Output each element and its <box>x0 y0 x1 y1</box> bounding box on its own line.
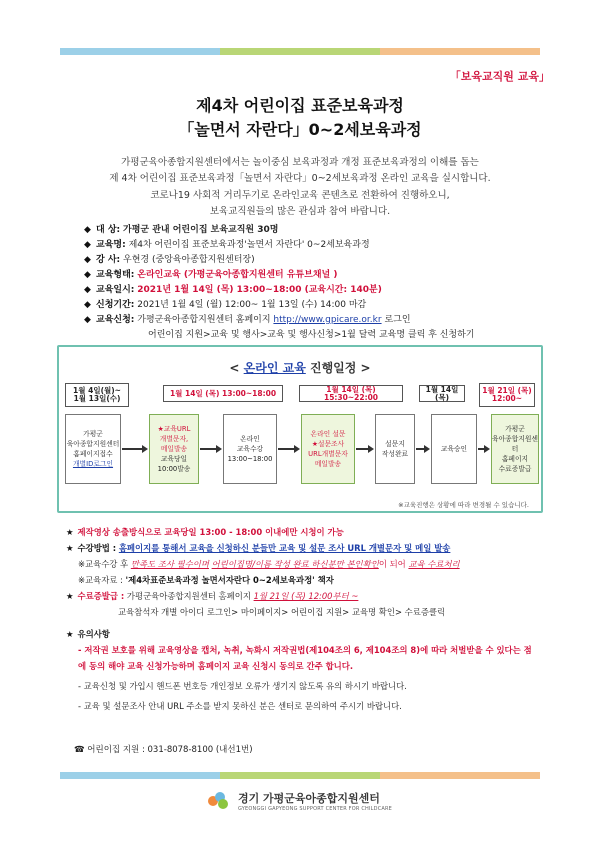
info-list <box>84 223 544 343</box>
step-survey-complete: 설문지 작성완료 <box>375 414 415 484</box>
category-badge: 「보육교직원 교육」 <box>449 70 550 83</box>
page-title-line1: 제4차 어린이집 표준보육과정 <box>196 96 404 115</box>
step-approval: 교육승인 <box>431 414 477 484</box>
step-online-survey: 온라인 설문 ★설문조사 URL개별문자 메일발송 <box>301 414 355 484</box>
info-apply-method: ◆ 교육신청: 가평군육아종합지원센터 홈페이지 http://www.gpicare.or.kr 로그인 <box>84 313 544 328</box>
note-method-detail: ※교육수강 후 만족도 조사 필수이며 어린이집명/이름 작성 완료 하신분만 본인확인이 되어 교육 수료처리 <box>78 559 460 569</box>
flow-arrow-icon <box>484 445 490 453</box>
note-material: ※교육자료 : '제4차표준보육과정 놀면서자란다 0~2세보육과정' 책자 <box>78 575 334 585</box>
stage-approval-day: 1월 14일(목) <box>419 385 465 402</box>
footer <box>0 790 600 812</box>
note-broadcast: ★ 제작영상 송출방식으로 교육당일 13:00 - 18:00 이내에만 시청이 가능 <box>66 527 344 537</box>
intro-line: 제 4차 어린이집 표준보육과정「놀면서 자란다」0~2세보육과정 온라인 교육을 실시합니다. <box>109 173 491 185</box>
notes-section <box>66 524 546 714</box>
intro-line: 가평군육아종합지원센터에서는 놀이중심 보육과정과 개정 표준보육과정의 이해를 돕는 <box>121 157 479 168</box>
note-personal-info: - 교육신청 및 가입시 핸드폰 번호등 개인정보 오류가 생기지 않도록 유의 하시기 바랍니다. <box>78 681 407 691</box>
center-logo-icon <box>208 792 230 810</box>
footer-center-name: 경기 가평군육아종합지원센터 <box>237 792 380 805</box>
schedule-panel <box>57 345 543 513</box>
footer-center-eng: GYEONGGI GAPYEONG SUPPORT CENTER FOR CHILDCARE <box>237 806 393 812</box>
step-watch-lecture: 온라인 교육수강 13:00~18:00 <box>223 414 277 484</box>
note-certificate-path: 교육참석자 개별 아이디 로그인> 마이페이지> 어린이집 지원> 교육명 확인> 수료증클릭 <box>118 607 446 617</box>
note-url-inquiry: - 교육 및 설문조사 안내 URL 주소를 받지 못하신 분은 센터로 문의하여 주시기 바랍니다. <box>78 701 402 711</box>
page-title-line2: 「놀면서 자란다」0~2세보육과정 <box>178 120 422 139</box>
info-datetime: ◆ 교육일시: 2021년 1월 14일 (목) 13:00~18:00 (교육시간: 140분) <box>84 285 382 295</box>
note-method: ★ 수강방법 : 홈페이지를 통해서 교육을 신청하신 분들만 교육 및 설문 조사 URL 개별문자 및 메일 발송 <box>66 543 451 553</box>
stage-certificate-day: 1월 21일 (목) 12:00~ <box>479 383 535 407</box>
stage-lecture-day: 1월 14일 (목) 13:00~18:00 <box>163 385 283 402</box>
homepage-link[interactable]: http://www.gpicare.or.kr <box>273 315 382 325</box>
note-certificate: ★ 수료증발급 : 가평군육아종합지원센터 홈페이지 1월 21일 (목) 12:00부터 ~ <box>66 591 359 601</box>
flow-arrow-icon <box>424 445 430 453</box>
schedule-note: ※교육진행은 상황에 따라 변경될 수 있습니다. <box>398 501 529 509</box>
info-target: ◆ 대 상: 가평군 관내 어린이집 보육교직원 30명 <box>84 225 279 235</box>
step-certificate: 가평군 육아종합지원센터 홈페이지 수료증발급 <box>491 414 539 484</box>
flow-arrow-icon <box>294 445 300 453</box>
flow-arrow-icon <box>142 445 148 453</box>
contact-phone: ☎ 어린이집 지원 : 031-8078-8100 (내선1번) <box>74 745 253 755</box>
info-apply-path: 어린이집 지원>교육 및 행사>교육 및 행사신청>1월 달력 교육명 클릭 후 신청하기 <box>148 330 475 340</box>
note-caution-heading: ★ 유의사항 <box>66 629 110 639</box>
bottom-color-stripe <box>60 772 540 779</box>
info-course-name: ◆ 교육명: 제4차 어린이집 표준보육과정'놀면서 자란다' 0~2세보육과정 <box>84 240 370 250</box>
intro-line: 코로나19 사회적 거리두기로 온라인교육 콘텐츠로 전환하여 진행하오니, <box>150 189 450 201</box>
stage-survey-window: 1월 14일 (목) 15:30~22:00 <box>299 385 403 402</box>
flow-arrow-icon <box>216 445 222 453</box>
info-lecturer: ◆ 강 사: 우현경 (중앙육아종합지원센터장) <box>84 255 255 265</box>
note-copyright: - 저작권 보호를 위해 교육영상을 캡처, 녹취, 녹화시 저작권법(제104조의 6, 제104조의 8)에 따라 처벌받을 수 있다는 점에 동의 해야 교육 신청가능하며 홈페이지 교육 신청시 동의로 간주 합니다. <box>78 645 532 671</box>
step-send-url: ★교육URL 개별문자, 메일발송 교육당일 10:00발송 <box>149 414 199 484</box>
info-apply-period: ◆ 신청기간: 2021년 1월 4일 (월) 12:00~ 1월 13일 (수) 14:00 마감 <box>84 300 367 310</box>
intro-line: 보육교직원들의 많은 관심과 참여 바랍니다. <box>209 206 391 218</box>
stage-apply-period: 1월 4일(월)~ 1월 13일(수) <box>65 383 129 407</box>
intro-paragraph <box>60 155 540 221</box>
schedule-title: < 온라인 교육 진행일정 > <box>229 361 371 375</box>
top-color-stripe <box>60 48 540 55</box>
flow-arrow-icon <box>368 445 374 453</box>
step-online-register: 가평군 육아종합지원센터 홈페이지접수 개별ID로그인 <box>65 414 121 484</box>
info-format: ◆ 교육형태: 온라인교육 (가평군육아종합지원센터 유튜브채널 ) <box>84 270 338 280</box>
